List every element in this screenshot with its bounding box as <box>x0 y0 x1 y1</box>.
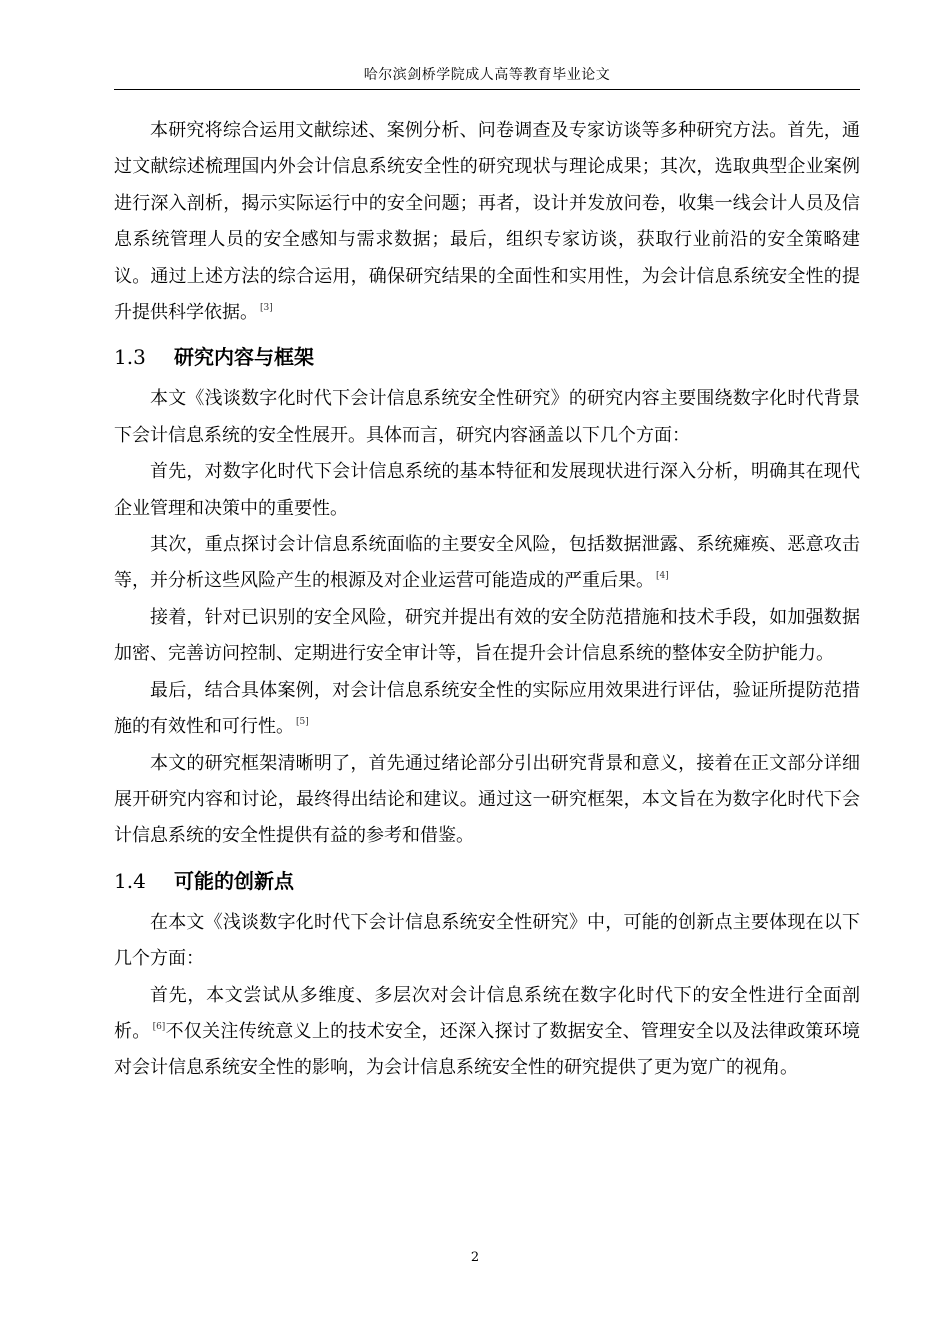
body-text <box>114 113 860 1087</box>
paragraph-text: 本研究将综合运用文献综述、案例分析、问卷调查及专家访谈等多种研究方法。首先，通过文献综述梳理国内外会计信息系统安全性的研究现状与理论成果；其次，选取典型企业案例进行深入剖析，揭示实际运行中的安全问题；再者，设计并发放问卷，收集一线会计人员及信息系统管理人员的安全感知与需求数据；最后，组织专家访谈，获取行业前沿的安全策略建议。通过上述方法的综合运用，确保研究结果的全面性和实用性，为会计信息系统安全性的提升提供科学依据。 <box>114 120 860 324</box>
citation-marker[interactable]: [6] <box>152 1021 166 1032</box>
section-heading-1-4 <box>114 861 860 901</box>
paragraph <box>114 673 860 746</box>
section-title: 研究内容与框架 <box>174 345 314 370</box>
page-number: 2 <box>470 1250 480 1265</box>
citation-marker[interactable]: [5] <box>296 717 309 728</box>
paragraph-text: 接着，针对已识别的安全风险，研究并提出有效的安全防范措施和技术手段，如加强数据加密、完善访问控制、定期进行安全审计等，旨在提升会计信息系统的整体安全防护能力。 <box>114 606 860 665</box>
paragraph-text-continued: 不仅关注传统意义上的技术安全，还深入探讨了数据安全、管理安全以及法律政策环境对会计信息系统安全性的影响，为会计信息系统安全性的研究提供了更为宽广的视角。 <box>114 1020 860 1079</box>
paragraph <box>114 527 860 600</box>
paragraph <box>114 905 860 978</box>
paragraph <box>114 381 860 454</box>
citation-marker[interactable]: [4] <box>656 571 669 582</box>
header-rule <box>114 89 860 90</box>
section-number: 1.4 <box>114 868 146 893</box>
section-number: 1.3 <box>114 345 146 370</box>
paragraph-methods <box>114 113 860 331</box>
paragraph-text: 最后，结合具体案例，对会计信息系统安全性的实际应用效果进行评估，验证所提防范措施的有效性和可行性。 <box>114 679 860 738</box>
paragraph <box>114 978 860 1087</box>
paragraph-text: 本文《浅谈数字化时代下会计信息系统安全性研究》的研究内容主要围绕数字化时代背景下会计信息系统的安全性展开。具体而言，研究内容涵盖以下几个方面： <box>114 388 860 446</box>
section-heading-1-3 <box>114 337 860 377</box>
paragraph-text: 本文的研究框架清晰明了，首先通过绪论部分引出研究背景和意义，接着在正文部分详细展开研究内容和讨论，最终得出结论和建议。通过这一研究框架，本文旨在为数字化时代下会计信息系统的安全性提供有益的参考和借鉴。 <box>114 752 860 847</box>
paragraph <box>114 454 860 527</box>
section-title: 可能的创新点 <box>174 868 294 893</box>
paragraph <box>114 746 860 855</box>
paragraph-text: 首先，本文尝试从多维度、多层次对会计信息系统在数字化时代下的安全性进行全面剖析。 <box>114 984 860 1042</box>
paragraph-text: 首先，对数字化时代下会计信息系统的基本特征和发展现状进行深入分析，明确其在现代企业管理和决策中的重要性。 <box>114 461 860 519</box>
paragraph <box>114 600 860 673</box>
paragraph-text: 在本文《浅谈数字化时代下会计信息系统安全性研究》中，可能的创新点主要体现在以下几个方面： <box>114 911 860 970</box>
paragraph-text: 其次，重点探讨会计信息系统面临的主要安全风险，包括数据泄露、系统瘫痪、恶意攻击等，并分析这些风险产生的根源及对企业运营可能造成的严重后果。 <box>114 534 860 592</box>
running-header: 哈尔滨剑桥学院成人高等教育毕业论文 <box>363 67 611 83</box>
citation-marker[interactable]: [3] <box>260 303 273 314</box>
